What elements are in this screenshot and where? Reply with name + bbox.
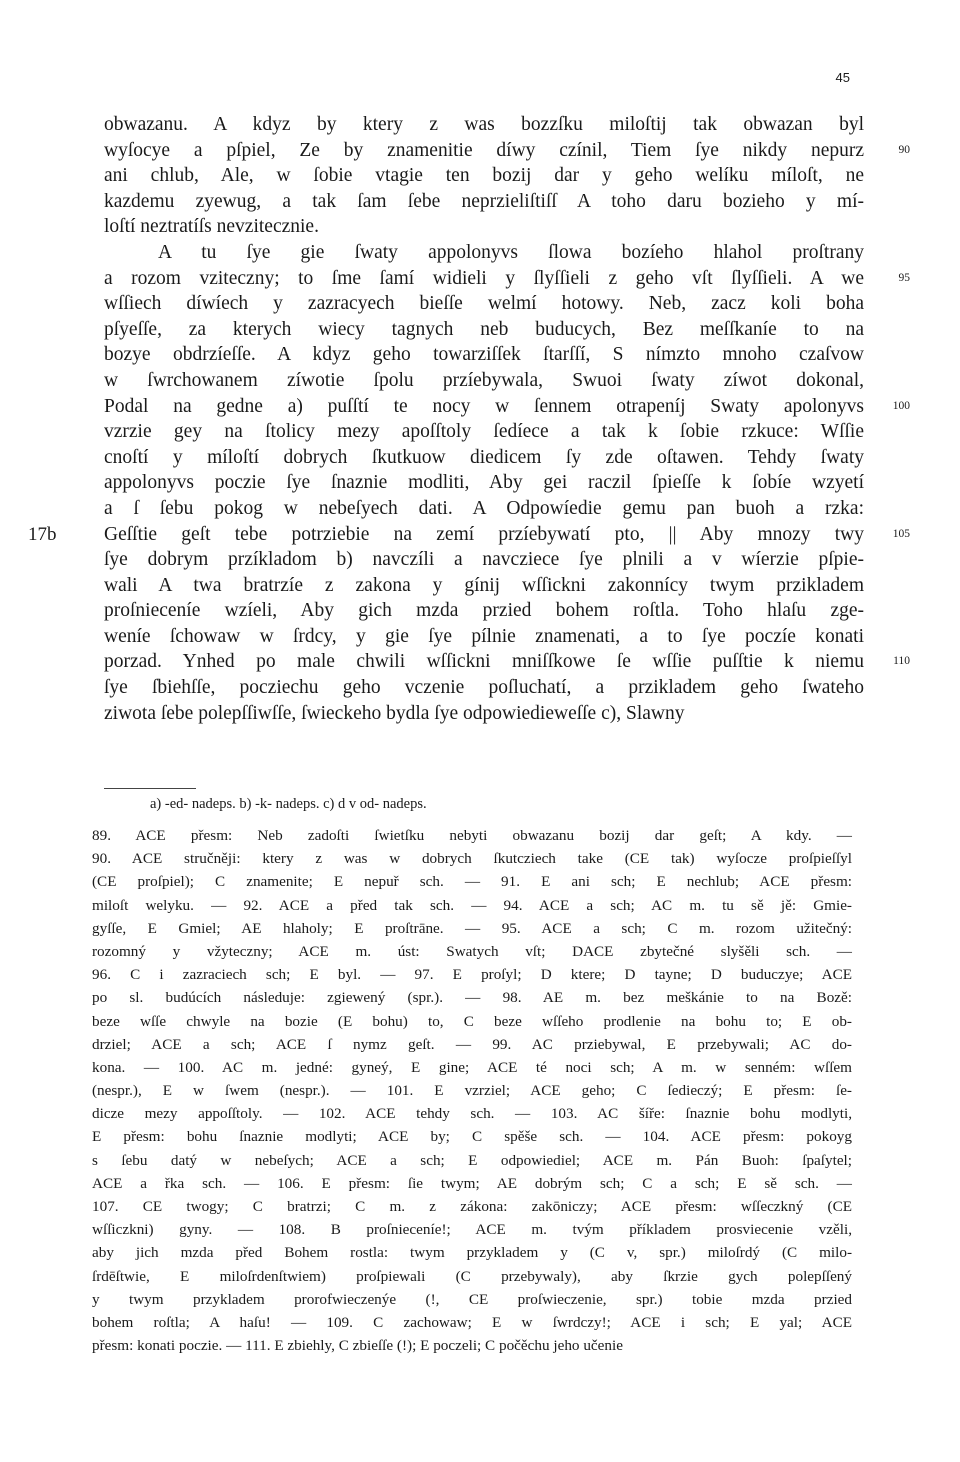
line-text: ſye dobrym przíkladom b) navczíli a navcziece ſye plnili a v wíerzie pſpie- xyxy=(104,549,864,571)
apparatus-line: 107. CE twogy; C bratrzi; C m. z zákona: zakōniczy; ACE přesm: wſſeczkný (CE xyxy=(92,1198,852,1215)
text-line xyxy=(104,547,864,573)
text-line xyxy=(104,701,864,727)
apparatus-line: kona. — 100. AC m. jedné: gyneý, E gine; ACE té noci sch; A m. w senném: wſſem xyxy=(92,1058,852,1076)
apparatus-line: bohem roſtla; A haſu! — 109. C zachowaw; E w ſwrdczy!; ACE i sch; E yal; ACE xyxy=(92,1313,852,1331)
text-line xyxy=(104,649,910,675)
text-line xyxy=(104,317,864,343)
text-line xyxy=(104,266,910,292)
footnote: a) -ed- nadeps. b) -k- nadeps. c) d v od- nadeps. xyxy=(150,796,427,812)
line-number: 105 xyxy=(892,527,910,540)
apparatus-line: (CE proſpiel); C znamenite; E nepuř sch. — 91. E ani sch; E nechlub; ACE přesm: xyxy=(92,873,852,891)
main-text xyxy=(28,112,910,726)
line-text: w ſwrchowanem zíwotie ſpolu przíebywala, Swuoi ſwaty zíwot dokonal, xyxy=(104,369,864,391)
line-text: appolonyvs poczie ſye ſnaznie modliti, Aby gei raczil ſpieſſe k ſobíe wzyetí xyxy=(104,472,864,494)
line-text: a ſ ſebu pokog w nebeſyech dati. A Odpowíedie gemu pan buoh a rzka: xyxy=(104,497,864,519)
line-text: obwazanu. A kdyz by ktery z was bozzſku miloſtij tak obwazan byl xyxy=(104,114,864,135)
apparatus-line: dicze mezy appoſſtoly. — 102. ACE tehdy sch. — 103. AC šíře: ſnaznie bohu modlyti, xyxy=(92,1105,852,1123)
apparatus-line: rozomný y vžyteczny; ACE m. úst: Swatych vſt; DACE zbytečné slyšěli sch. — xyxy=(92,942,852,960)
line-text: vzrzie gey na ſtolicy mezy apoſſtoly ſedíece a tak k ſobie rzkuce: Wſſie xyxy=(104,421,864,443)
critical-apparatus xyxy=(92,824,852,1357)
line-text: pſyeſſe, za kterych wiecy tagnych neb buducych, Bez meſſkaníe to na xyxy=(104,318,864,340)
apparatus-line: 90. ACE stručněji: ktery z was w dobrych ſkutcziech take (CE tak) wyſocze proſpieſſyl xyxy=(92,850,852,868)
line-text: wali A twa bratrzíe z zakona y gínij wſſickni zakonnícy twym przikladem xyxy=(104,574,864,596)
apparatus-line: ſrdēſtwie, E miloſrdenſtwiem) proſpiewali (C przebywaly), aby ſkrzie gych polepſſený xyxy=(92,1267,852,1285)
line-text: wyſocye a pſpiel, Ze by znamenitie díwy czínil, Tiem ſye nikdy nepurz xyxy=(104,139,864,161)
line-text: ani chlub, Ale, w ſobie vtagie ten bozij dar y geho welíku míloſt, ne xyxy=(104,165,864,187)
line-number: 100 xyxy=(892,399,910,412)
apparatus-line: miloſt welyku. — 92. ACE a před tak sch. — 94. ACE a sch; AC m. tu sě jě: Gmie- xyxy=(92,896,852,914)
text-line xyxy=(104,368,864,394)
apparatus-line: ACE a řka sch. — 106. E přesm: ſie twym; AE dobrým sch; C a sch; E sě sch. — xyxy=(92,1174,852,1192)
apparatus-line: wſſiczkni) gyny. — 108. B proſnieceníe!; ACE m. tvým příkladem prosviecenie vzěli, xyxy=(92,1221,852,1239)
line-number: 90 xyxy=(898,143,910,156)
line-text: ziwota ſebe polepſſiwſſe, ſwieckeho bydla ſye odpowiedieweſſe c), Slawny xyxy=(104,702,685,724)
text-line xyxy=(104,291,864,317)
line-text: kazdemu zyewug, a tak ſam ſebe neprzieliſtiſſ A toho daru bozieho y mí- xyxy=(104,190,864,212)
page-number: 45 xyxy=(835,70,850,85)
line-number: 110 xyxy=(893,655,910,668)
line-text: ſye ſbiehſſe, pocziechu geho vczenie poſluchatí, a przikladem geho ſwateho xyxy=(104,677,864,699)
text-line xyxy=(104,573,864,599)
apparatus-line: s ſebu datý w nebeſych; ACE a sch; E odpowiediel; ACE m. Pán Buoh: ſpaſytel; xyxy=(92,1151,852,1169)
text-line xyxy=(104,394,910,420)
text-line xyxy=(104,419,864,445)
text-line xyxy=(104,496,864,522)
line-text: loſtí neztratíſs nevzitecznie. xyxy=(104,216,319,238)
apparatus-line: 96. C i zazraciech sch; E byl. — 97. E proſyl; D ktere; D tayne; D buduczye; ACE xyxy=(92,966,852,984)
line-text: A tu ſye gie ſwaty appolonyvs ſlowa bozíeho hlahol proſtrany xyxy=(158,241,864,263)
text-line xyxy=(104,598,864,624)
apparatus-line: (nespr.), E w ſwem (nespr.). — 101. E vzrziel; ACE geho; C ſedieczý; E přesm: ſe- xyxy=(92,1082,852,1100)
folio-marker: 17b xyxy=(28,523,57,545)
line-text: bozye obdrzíeſſe. A kdyz geho towarziſſek ſtarſſí, S nímzto mnoho czaſvow xyxy=(104,344,864,366)
text-line xyxy=(104,189,864,215)
apparatus-line: y twym przykladem prorofwieczenýe (!, CE proſwieczenie, spr.) tobie mzda przied xyxy=(92,1290,852,1308)
apparatus-line: beze wſſe chwyle na bozie (E bohu) to, C beze wſſeho prodlenie na bohu to; E ob- xyxy=(92,1012,852,1030)
text-line xyxy=(28,522,910,548)
text-line xyxy=(104,342,864,368)
footnote-separator xyxy=(104,788,196,789)
line-text: Podal na gedne a) puſſtí te nocy w ſennem otrapeníj Swaty apolonyvs xyxy=(104,395,864,417)
line-text: proſnieceníe wzíeli, Aby gich mzda przied bohem roſtla. Toho hlaſu zge- xyxy=(104,600,864,622)
apparatus-line: aby jich mzda před Bohem rostla: twym przykladem y (C v, spr.) miloſrdý (C milo- xyxy=(92,1244,852,1262)
line-text: porzad. Ynhed po male chwili wſſickni mniſſkowe ſe wſſie puſſtie k niemu xyxy=(104,651,864,673)
text-line xyxy=(104,624,864,650)
apparatus-line: 89. ACE přesm: Neb zadoſti ſwietſku nebyti obwazanu bozij dar geſt; A kdy. — xyxy=(92,827,852,844)
apparatus-line: gyſſe, E Gmiel; AE hlaholy; E proſtrāne. — 95. ACE a sch; C m. rozom užitečný: xyxy=(92,919,852,937)
line-text: a rozom vziteczny; to ſme ſamí widieli y ſlyſſieli z geho vſt ſlyſſieli. A we xyxy=(104,267,864,289)
text-line xyxy=(104,138,910,164)
apparatus-line: přesm: konati poczie. — 111. E zbiehly, C zbieſſe (!); E poczeli; C počěchu jeho učenie xyxy=(92,1337,623,1355)
text-line xyxy=(104,163,864,189)
line-text: cnoſtí y míloſtí dobrych ſkutkuow diedicem ſy zde oſtawen. Tehdy ſwaty xyxy=(104,446,864,468)
apparatus-line: drziel; ACE a sch; ACE ſ nymz geſt. — 99. AC prziebywal, E przebywali; AC do- xyxy=(92,1035,852,1053)
text-line xyxy=(104,675,864,701)
apparatus-line: po sl. budúcích následuje: zgiewený (spr.). — 98. AE m. bez meškánie to na Bozě: xyxy=(92,989,852,1007)
line-number: 95 xyxy=(898,271,910,284)
text-line xyxy=(104,214,864,240)
text-line xyxy=(104,445,864,471)
apparatus-line: E přesm: bohu ſnaznie modlyti; ACE by; C spěše sch. — 104. ACE přesm: pokoyg xyxy=(92,1128,852,1146)
line-text: Geſſtie geſt tebe potrziebie na zemí przíebywatí pto, || Aby mnozy twy xyxy=(104,523,864,545)
text-line xyxy=(104,470,864,496)
line-text: wſſiech díwíech y zazracyech bieſſe welmí hotowy. Neb, zacz koli boha xyxy=(104,293,864,315)
line-text: weníe ſchowaw w ſrdcy, y gie ſye pílnie znamenati, a to ſye poczíe konati xyxy=(104,625,864,647)
text-line xyxy=(104,112,864,138)
text-line xyxy=(104,240,864,266)
